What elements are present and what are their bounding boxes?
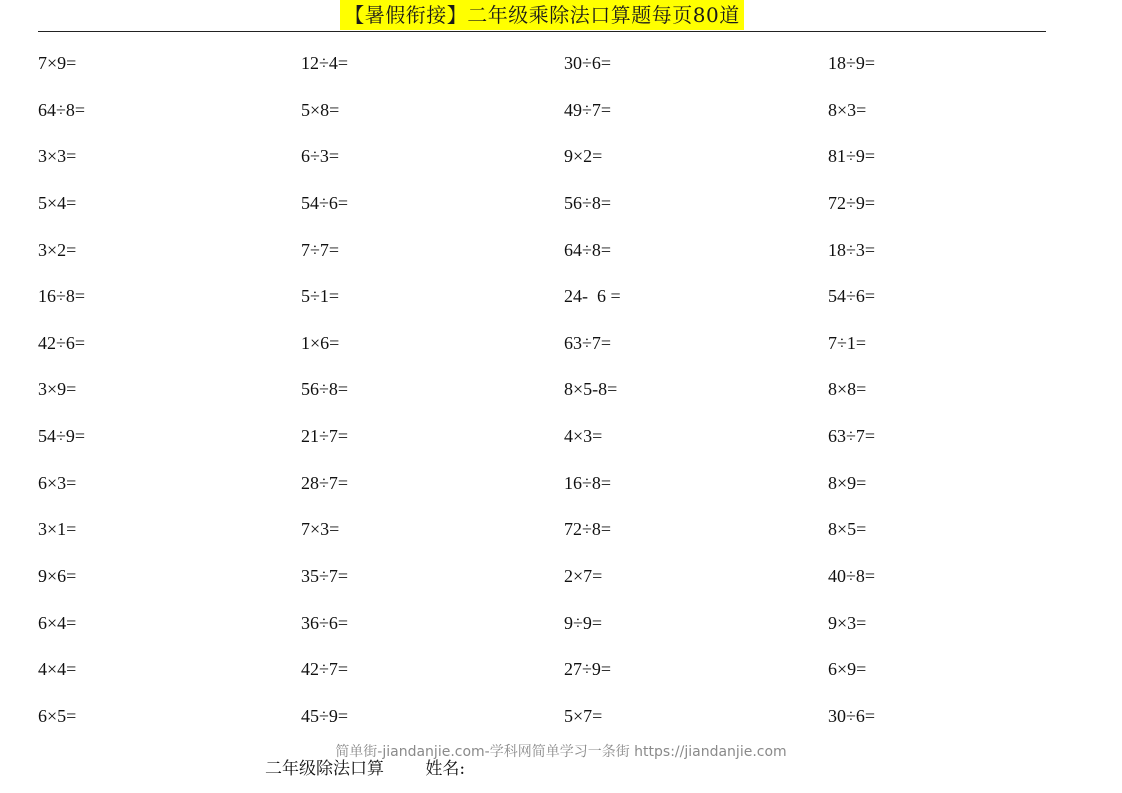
page-footer (265, 754, 465, 779)
math-problem: 8×5-8= (564, 379, 618, 400)
math-problem: 54÷9= (38, 426, 86, 447)
math-problem: 81÷9= (828, 146, 876, 167)
math-problem: 9×2= (564, 146, 603, 167)
math-problem: 6×4= (38, 612, 77, 633)
math-problem: 6÷3= (301, 146, 340, 167)
math-problem: 30÷6= (828, 705, 876, 726)
math-problem: 72÷9= (828, 192, 876, 213)
math-problem: 5×7= (564, 705, 603, 726)
math-problem: 3×1= (38, 519, 77, 540)
math-problem: 16÷8= (38, 286, 86, 307)
math-problem: 6×3= (38, 472, 77, 493)
math-problem: 64÷8= (564, 239, 612, 260)
math-problem: 40÷8= (828, 566, 876, 587)
footer-subject: 二年级除法口算 (265, 759, 384, 779)
math-problem: 21÷7= (301, 426, 349, 447)
math-problem: 56÷8= (564, 192, 612, 213)
math-problem: 7×9= (38, 53, 77, 73)
math-problem: 4×4= (38, 659, 77, 680)
math-problem: 8×5= (828, 519, 867, 540)
name-label: 姓名: (425, 759, 466, 779)
math-problem: 45÷9= (301, 705, 349, 726)
math-problem: 2×7= (564, 566, 603, 587)
page-title: 【暑假衔接】二年级乘除法口算题每页80道 (340, 0, 743, 30)
math-problem: 18÷9= (828, 53, 876, 73)
math-problem: 5×8= (301, 99, 340, 120)
math-problem: 6×9= (828, 659, 867, 680)
math-problem: 42÷6= (38, 332, 86, 353)
math-problem: 3×9= (38, 379, 77, 400)
problem-grid (38, 46, 1088, 746)
math-problem: 28÷7= (301, 472, 349, 493)
math-problem: 7×3= (301, 519, 340, 540)
math-problem: 24- 6 = (564, 286, 621, 307)
math-problem: 54÷6= (301, 192, 349, 213)
math-problem: 8×9= (828, 472, 867, 493)
math-problem: 42÷7= (301, 659, 349, 680)
math-problem: 3×2= (38, 239, 77, 260)
math-problem: 9÷9= (564, 612, 603, 633)
math-problem: 56÷8= (301, 379, 349, 400)
math-problem: 8×8= (828, 379, 867, 400)
math-problem: 64÷8= (38, 99, 86, 120)
math-problem: 1×6= (301, 332, 340, 353)
math-problem: 54÷6= (828, 286, 876, 307)
math-problem: 5÷1= (301, 286, 340, 307)
math-problem: 72÷8= (564, 519, 612, 540)
math-problem: 7÷1= (828, 332, 867, 353)
math-problem: 18÷3= (828, 239, 876, 260)
math-problem: 27÷9= (564, 659, 612, 680)
math-problem: 63÷7= (828, 426, 876, 447)
title-container (0, 0, 1084, 30)
math-problem: 7÷7= (301, 239, 340, 260)
title-divider (38, 31, 1046, 32)
math-problem: 8×3= (828, 99, 867, 120)
math-problem: 9×6= (38, 566, 77, 587)
math-problem: 5×4= (38, 192, 77, 213)
math-problem: 49÷7= (564, 99, 612, 120)
math-problem: 6×5= (38, 705, 77, 726)
math-problem: 9×3= (828, 612, 867, 633)
math-problem: 4×3= (564, 426, 603, 447)
math-problem: 35÷7= (301, 566, 349, 587)
watermark-text: 简单街-jiandanjie.com-学科网简单学习一条街 https://jiandanjie.com (335, 744, 787, 760)
math-problem: 12÷4= (301, 53, 349, 73)
math-problem: 30÷6= (564, 53, 612, 73)
math-problem: 16÷8= (564, 472, 612, 493)
math-problem: 36÷6= (301, 612, 349, 633)
math-problem: 63÷7= (564, 332, 612, 353)
math-problem: 3×3= (38, 146, 77, 167)
